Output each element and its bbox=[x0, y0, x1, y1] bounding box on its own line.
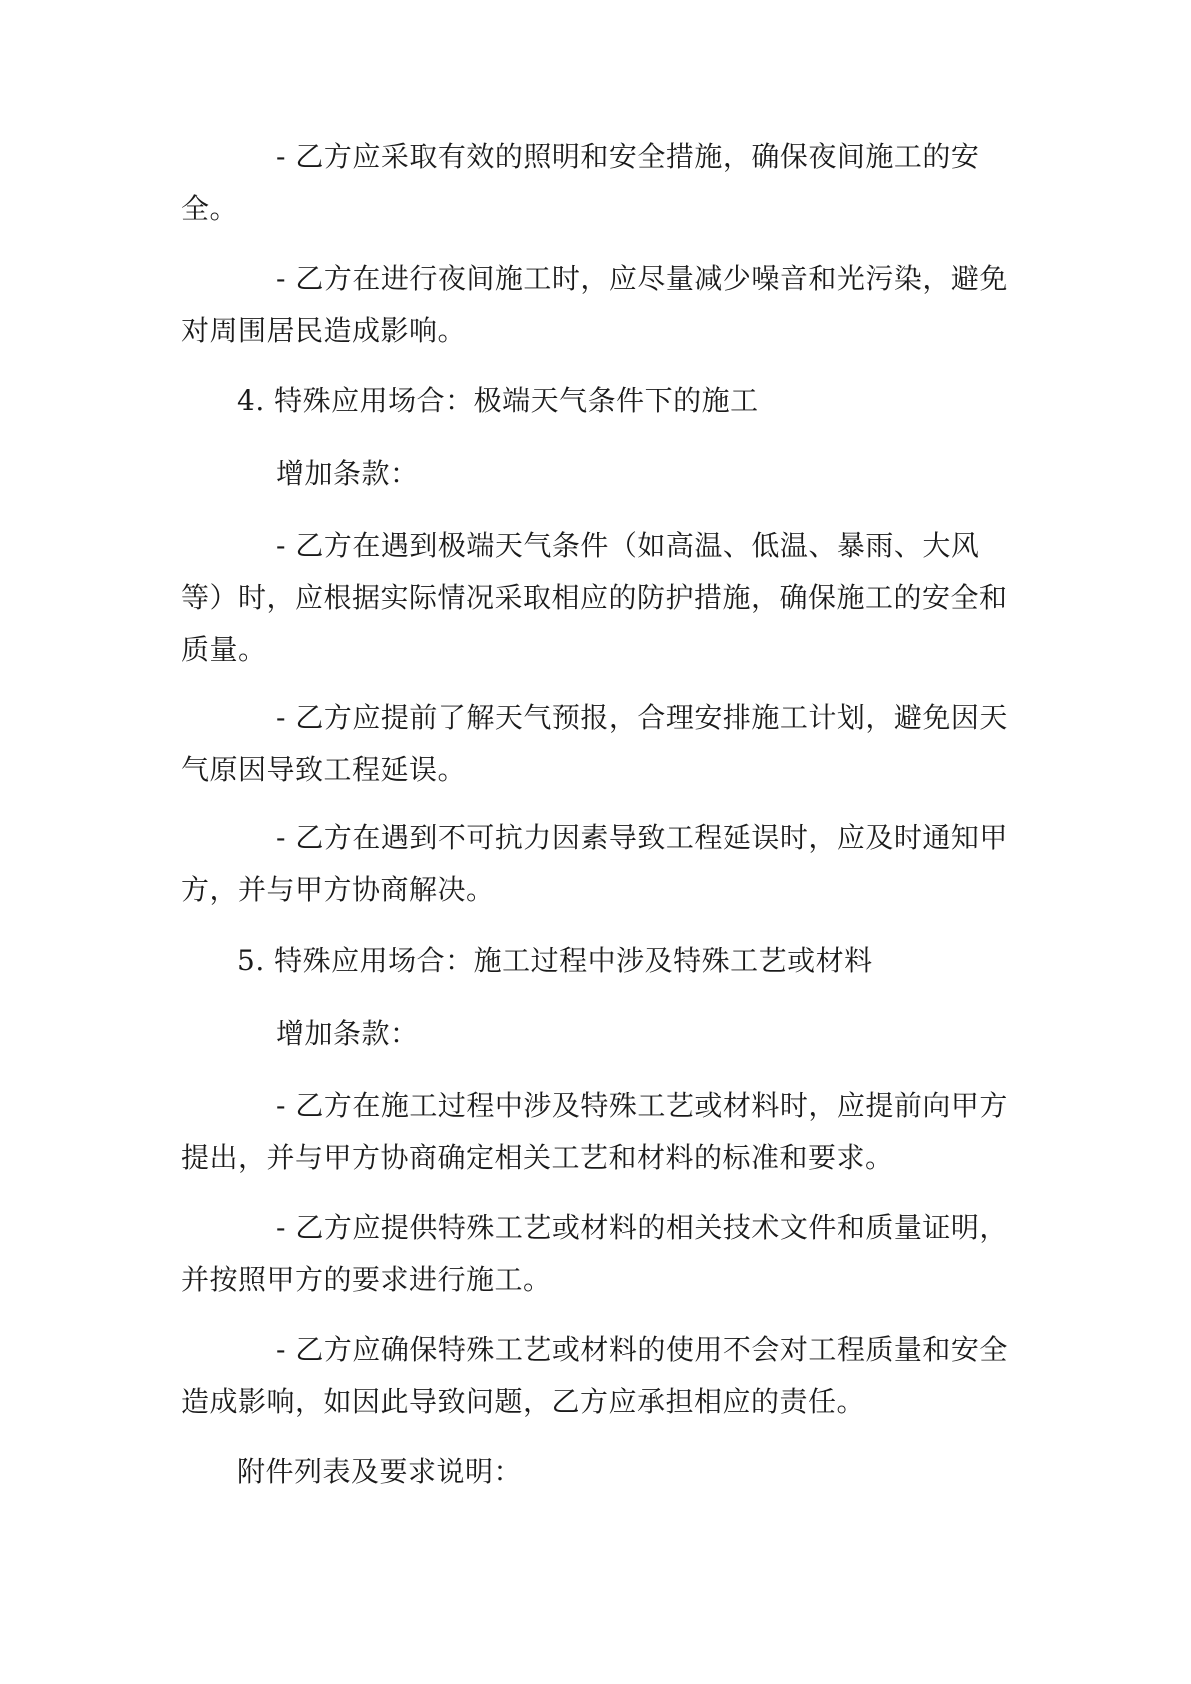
heading-special-process: 5. 特殊应用场合：施工过程中涉及特殊工艺或材料 bbox=[237, 944, 873, 977]
label-added-clauses-2: 增加条款： bbox=[276, 1017, 419, 1050]
paragraph-technical-documents: - 乙方应提供特殊工艺或材料的相关技术文件和质量证明，并按照甲方的要求进行施工。 bbox=[181, 1211, 1008, 1296]
heading-attachments: 附件列表及要求说明： bbox=[237, 1455, 523, 1488]
heading-extreme-weather: 4. 特殊应用场合：极端天气条件下的施工 bbox=[237, 384, 759, 417]
paragraph-quality-responsibility: - 乙方应确保特殊工艺或材料的使用不会对工程质量和安全造成影响，如因此导致问题，乙方应承担相应的责任。 bbox=[181, 1333, 1008, 1418]
paragraph-special-process-notify: - 乙方在施工过程中涉及特殊工艺或材料时，应提前向甲方提出，并与甲方协商确定相关工艺和材料的标准和要求。 bbox=[181, 1089, 1008, 1174]
paragraph-night-noise: - 乙方在进行夜间施工时，应尽量减少噪音和光污染，避免对周围居民造成影响。 bbox=[181, 262, 1008, 347]
paragraph-weather-protection: - 乙方在遇到极端天气条件（如高温、低温、暴雨、大风等）时，应根据实际情况采取相应的防护措施，确保施工的安全和质量。 bbox=[181, 529, 1008, 666]
label-added-clauses-1: 增加条款： bbox=[276, 457, 419, 490]
paragraph-weather-forecast: - 乙方应提前了解天气预报，合理安排施工计划，避免因天气原因导致工程延误。 bbox=[181, 701, 1008, 786]
paragraph-force-majeure: - 乙方在遇到不可抗力因素导致工程延误时，应及时通知甲方，并与甲方协商解决。 bbox=[181, 821, 1008, 906]
paragraph-night-safety: - 乙方应采取有效的照明和安全措施，确保夜间施工的安全。 bbox=[181, 140, 980, 225]
